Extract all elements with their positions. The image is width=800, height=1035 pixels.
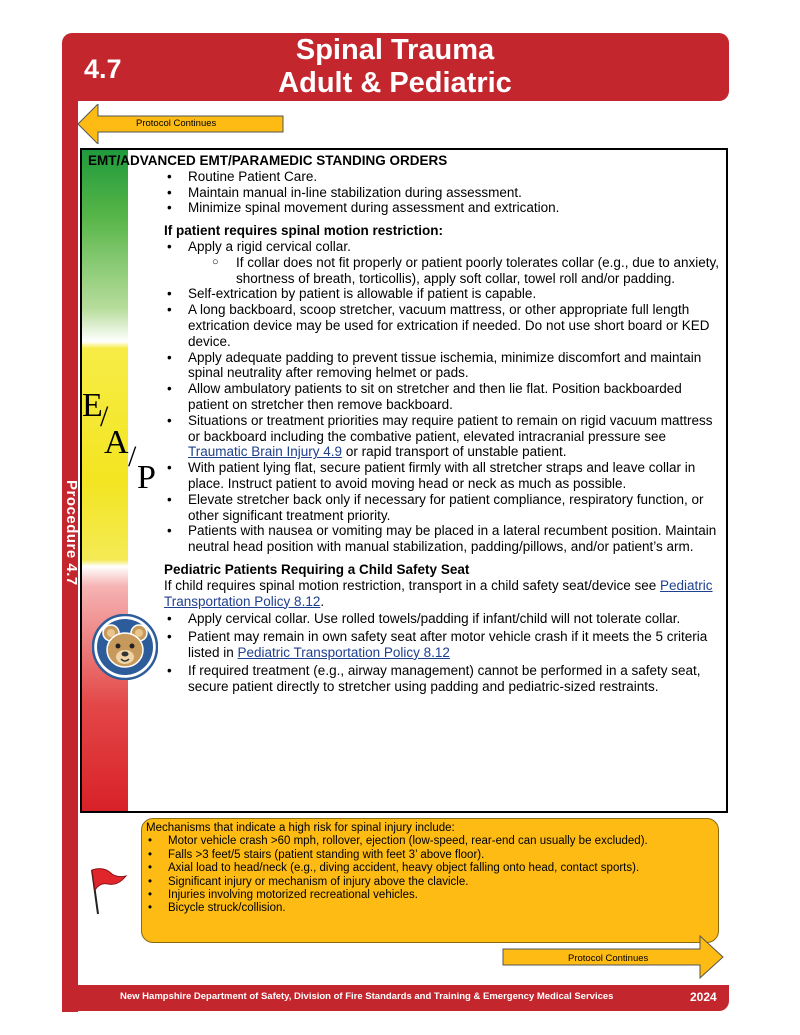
list-item: • Motor vehicle crash >60 mph, rollover, ejection (low-speed, rear-end can usually be excluded). [146,835,712,848]
standing-orders-heading: EMT/ADVANCED EMT/PARAMEDIC STANDING ORDERS [88,153,448,168]
list-item: • Apply adequate padding to prevent tissue ischemia, minimize discomfort and maintain spinal neutrality after removing helmet or pads. [164,350,724,382]
eap-letter-e: E [82,387,103,424]
smr-collar-text: Apply a rigid cervical collar. [188,238,351,254]
eap-letter-a: A [104,424,129,461]
list-item: • Falls >3 feet/5 stairs (patient standing with feet 3’ above floor). [146,849,712,862]
pediatric-transport-policy-link[interactable]: Pediatric Transportation Policy 8.12 [164,577,713,609]
list-item: • Routine Patient Care. [164,169,724,185]
list-item: • Bicycle struck/collision. [146,902,712,915]
smr-collar-sublist [212,255,724,287]
list-item: ○ If collar does not fit properly or patient poorly tolerates collar (e.g., due to anxiety, shortness of breath, torticollis), apply soft collar, towel roll and/or padding. [212,255,724,287]
pediatric-bear-icon [92,614,158,680]
list-item: • Elevate stretcher back only if necessary for patient compliance, respiratory function, or other significant treatment priority. [164,492,724,524]
list-item: • Axial load to head/neck (e.g., diving accident, heavy object falling onto head, contact sports). [146,862,712,875]
list-item: • Apply cervical collar. Use rolled towels/padding if infant/child will not tolerate collar. [164,611,724,627]
mechanisms-content [146,822,712,916]
pediatric-list [164,611,724,694]
footer-agency: New Hampshire Department of Safety, Division of Fire Standards and Training & Emergency Medical Services [120,991,614,1002]
protocol-continues-bottom[interactable]: Protocol Continues [568,953,649,964]
list-item: • With patient lying flat, secure patient firmly with all stretcher straps and leave collar in place. Instruct patient to avoid moving head or neck as much as possible. [164,460,724,492]
list-item: • If required treatment (e.g., airway management) cannot be performed in a safety seat, secure patient directly to stretcher using padding and pediatric-sized restraints. [164,663,724,695]
list-item: • Self-extrication by patient is allowable if patient is capable. [164,286,724,302]
mechanisms-heading: Mechanisms that indicate a high risk for spinal injury include: [146,822,455,834]
eap-letter-p: P [137,459,156,496]
page-title-line1: Spinal Trauma [295,34,495,66]
list-item: • Significant injury or mechanism of injury above the clavicle. [146,876,712,889]
safety-seat-text: Patient may remain in own safety seat after motor vehicle crash if it meets the 5 criteria listed in [188,629,708,660]
eap-slash-2: / [128,440,137,473]
list-item: • Maintain manual in-line stabilization during assessment. [164,185,724,201]
list-item [164,239,724,286]
standing-orders-content [88,153,724,694]
list-item: • A long backboard, scoop stretcher, vacuum mattress, or other appropriate full length extrication device may be used for extrication if needed. Do not use short board or KED device. [164,302,724,349]
eap-slash-1: / [100,400,109,433]
side-procedure-label: Procedure 4.7 [63,480,80,586]
protocol-number: 4.7 [84,54,122,84]
list-item: • Allow ambulatory patients to sit on stretcher and then lie flat. Position backboarded patient on stretcher then remove backboard. [164,381,724,413]
footer-year: 2024 [690,990,717,1004]
smr-heading: If patient requires spinal motion restriction: [164,223,444,239]
traumatic-brain-injury-link[interactable]: Traumatic Brain Injury 4.9 [188,444,343,460]
pediatric-intro [164,578,724,610]
pediatric-heading: Pediatric Patients Requiring a Child Safety Seat [164,561,470,577]
pediatric-intro-text: If child requires spinal motion restriction, transport in a child safety seat/device see [164,577,660,593]
page-title-line2: Adult & Pediatric [278,67,512,99]
list-item: • Injuries involving motorized recreational vehicles. [146,889,712,902]
list-item [164,629,724,661]
pediatric-intro-end: . [320,593,325,609]
situations-text-before: Situations or treatment priorities may require patient to remain on rigid vacuum mattress or backboard including the combative patient, elevated intracranial pressure see [188,412,713,444]
pediatric-transport-policy-link-2[interactable]: Pediatric Transportation Policy 8.12 [237,644,450,660]
list-item: • Patients with nausea or vomiting may be placed in a lateral recumbent position. Maintain neutral head position with manual stabilization, padding/pillows, and/or patient’s arm. [164,523,724,555]
list-item: • Minimize spinal movement during assessment and extrication. [164,200,724,216]
smr-list [164,239,724,555]
general-orders-list [164,169,724,216]
red-flag-icon [82,864,128,916]
list-item [164,413,724,460]
mechanisms-list [146,835,712,915]
protocol-continues-top[interactable]: Protocol Continues [136,118,217,129]
situations-text-after: or rapid transport of unstable patient. [342,444,567,460]
